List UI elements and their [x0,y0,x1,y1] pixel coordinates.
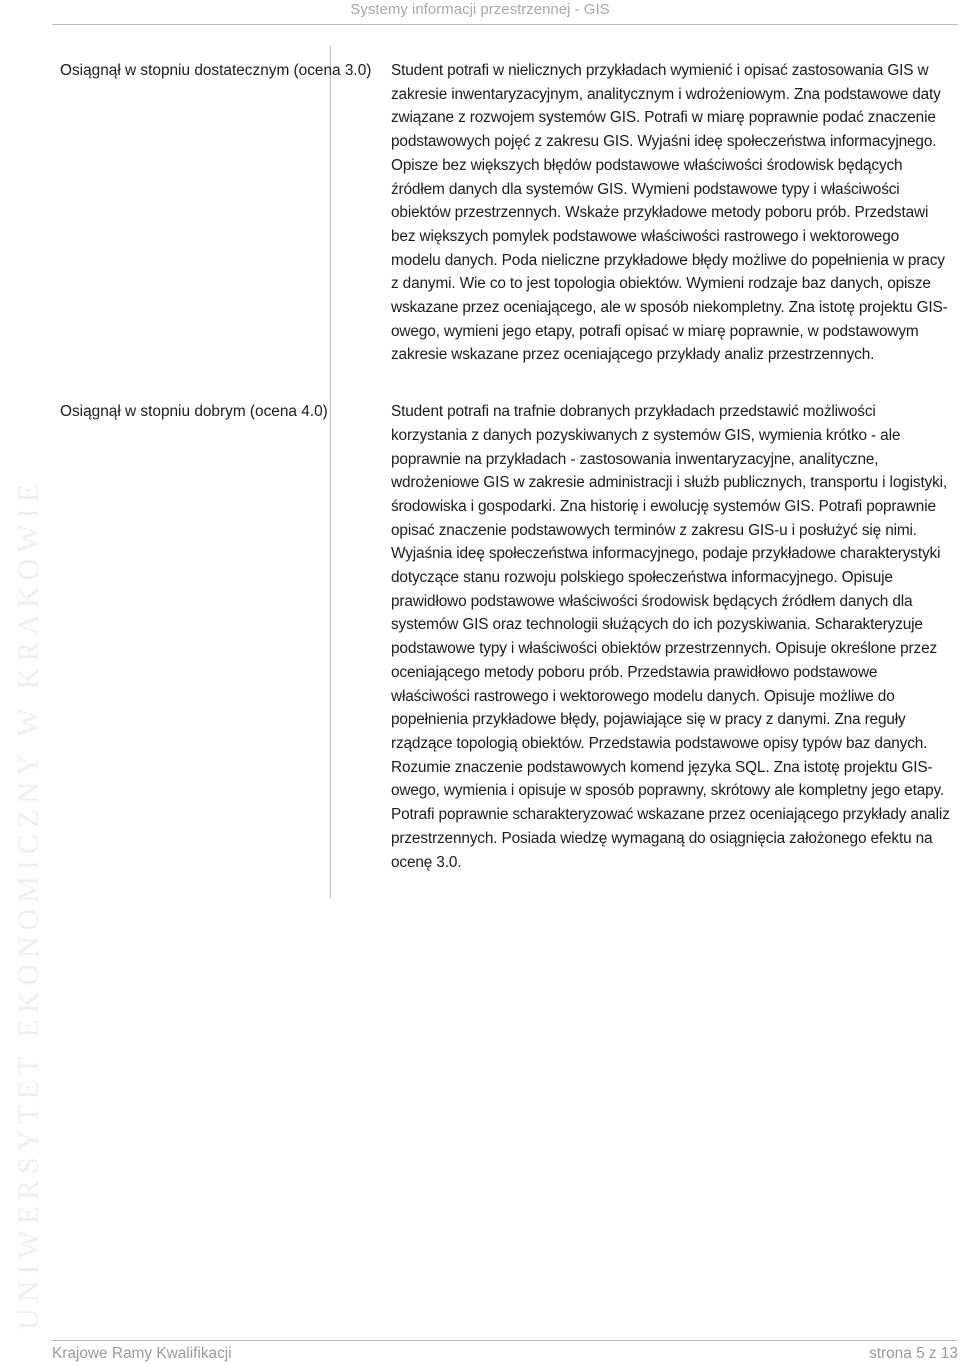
criteria-row-grade-4 [52,387,958,874]
page-number: strona 5 z 13 [869,1345,958,1362]
footer-divider [52,1340,958,1341]
header-divider [52,24,958,25]
university-watermark: UNIWERSYTET EKONOMICZNY W KRAKOWIE [12,478,45,1330]
criteria-row-grade-3 [52,46,958,367]
grade-description: Student potrafi w nielicznych przykładach wymienić i opisać zastosowania GIS w zakresie inwentaryzacyjnym, analitycznym i wdrożeniowym. Zna podstawowe daty związane z rozwojem systemów GIS. Potrafi w miarę poprawnie podać znaczenie podstawowych pojęć z zakresu GIS. Wyjaśni ideę społeczeństwa informacyjnego. Opisze bez większych błędów podstawowe właściwości środowisk będących źródłem danych dla systemów GIS. Wymieni podstawowe typy i właściwości obiektów przestrzennych. Wskaże przykładowe metody poboru prób. Przedstawi bez większych pomylek podstawowe właściwości rastrowego i wektorowego modelu danych. Poda nieliczne przykładowe błędy możliwe do popełnienia w pracy z danymi. Wie co to jest topologia obiektów. Wymieni rodzaje baz danych, opisze wskazane przez oceniającego, ale w sposób niekompletny. Zna istotę projektu GIS-owego, wymieni jego etapy, potrafi opisać w miarę poprawnie, w podstawowym zakresie wskazane przez oceniającego przykłady analiz przestrzennych. [391,62,948,364]
grade-label: Osiągnął w stopniu dostatecznym (ocena 3.0) [60,62,372,79]
footer-framework-label: Krajowe Ramy Kwalifikacji [52,1345,232,1362]
grade-label: Osiągnął w stopniu dobrym (ocena 4.0) [60,403,328,421]
assessment-criteria-table [52,46,958,874]
document-header-title: Systemy informacji przestrzennej - GIS [350,1,610,18]
grade-description: Student potrafi na trafnie dobranych przykładach przedstawić możliwości korzystania z danych pozyskiwanych z systemów GIS, wymienia krótko - ale poprawnie na przykładach - zastosowania inwentaryzacyjne, analityczne, wdrożeniowe GIS w zakresie administracji i służb publicznych, transportu i logistyki, środowiska i gospodarki. Zna historię i ewolucję systemów GIS. Potrafi poprawnie opisać znaczenie podstawowych terminów z zakresu GIS-u i posłużyć się nimi. Wyjaśnia ideę społeczeństwa informacyjnego, podaje przykładowe charakterystyki dotyczące stanu rozwoju polskiego społeczeństwa informacyjnego. Opisuje prawidłowo podstawowe właściwości środowisk będących źródłem danych dla systemów GIS oraz technologii służących do ich pozyskiwania. Scharakteryzuje podstawowe typy i właściwości obiektów przestrzennych. Opisuje określone przez oceniającego metody poboru prób. Przedstawia prawidłowo podstawowe właściwości rastrowego i wektorowego modelu danych. Opisuje możliwe do popełnienia przykładowe błędy, pojawiające się w pracy z danymi. Zna reguły rządzące topologią obiektów. Przedstawia podstawowe opisy typów baz danych. Rozumie znaczenie podstawowych komend języka SQL. Zna istotę projektu GIS-owego, wymienia i opisuje w sposób poprawny, skrótowy ale kompletny jego etapy. Potrafi poprawnie scharakteryzować wskazane przez oceniającego przykłady analiz przestrzennych. Posiada wiedzę wymaganą do osiągnięcia założonego efektu na ocenę 3.0. [391,403,950,871]
